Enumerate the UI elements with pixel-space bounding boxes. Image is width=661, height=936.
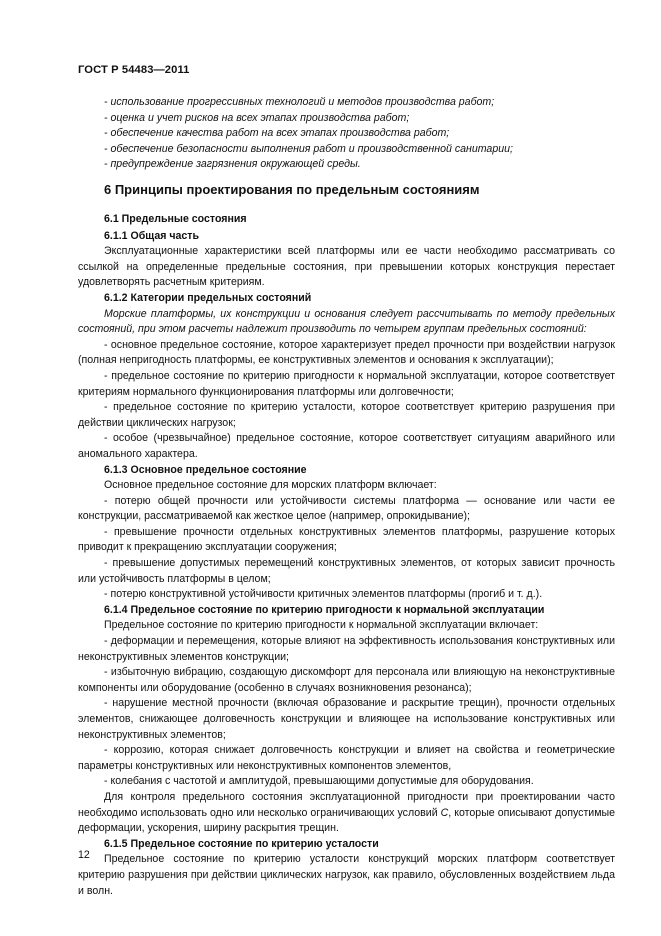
paragraph: Предельное состояние по критерию пригодности к нормальной эксплуатации включает: [104,619,539,632]
list-item: - коррозию, которая снижает долговечность конструкции и влияет на свойства и геометрические параметры конструктивных или неконструктивных компонентов элементов, [78,744,615,772]
section-6-body [78,212,615,899]
section-6-1-1-title: 6.1.1 Общая часть [104,229,200,242]
list-item: - избыточную вибрацию, создающую дискомфорт для персонала или влияющую на неконструктивные компоненты или оборудование (особенно в случаях возникновения резонанса); [78,666,615,694]
list-item: - потерю общей прочности или устойчивости системы платформа — основание или части ее конструкции, рассматриваемой как жесткое целое (например, опрокидывание); [78,494,615,523]
list-item: - основное предельное состояние, которое характеризует предел прочности при воздействии нагрузок (полная непригодность платформы, ее конструктивных элементов и основания к эксплуатации); [78,338,615,367]
list-item: - обеспечение безопасности выполнения работ и производственной санитарии; [104,142,513,155]
section-6-1-2-title: 6.1.2 Категории предельных состояний [104,291,312,304]
list-item: - потерю конструктивной устойчивости критичных элементов платформы (прогиб и т. д.). [104,588,543,601]
section-6-title: 6 Принципы проектирования по предельным состояниям [104,182,480,197]
list-item: - предельное состояние по критерию пригодности к нормальной эксплуатации, которое соответствует критериям нормального функционирования платформы или долговечности; [78,369,615,398]
list-item: - оценка и учет рисков на всех этапах производства работ; [104,111,410,124]
section-6-1-3-title: 6.1.3 Основное предельное состояние [104,463,307,476]
section-6-1-title: 6.1 Предельные состояния [104,213,247,225]
list-item: - обеспечение качества работ на всех этапах производства работ; [104,127,450,140]
list-item: - особое (чрезвычайное) предельное состояние, которое соответствует ситуациям аварийного или аномального характера. [78,432,615,460]
list-item: - колебания с частотой и амплитудой, превышающими допустимые для оборудования. [104,775,534,788]
list-item: - нарушение местной прочности (включая образование и раскрытие трещин), прочности отдельных элементов, снижающее долговечность конструкции и влияющее на использование конструктивных или неконструктивных элементов; [78,697,615,741]
intro-list [104,95,604,173]
paragraph: Основное предельное состояние для морских платформ включает: [104,479,437,492]
section-6-1-5-title: 6.1.5 Предельное состояние по критерию усталости [104,837,379,850]
list-item: - превышение допустимых перемещений конструктивных элементов, от которых зависит прочность или устойчивость платформы в целом; [78,557,615,585]
constraint-symbol: С [440,806,449,819]
paragraph: Эксплуатационные характеристики всей платформы или ее части необходимо рассматривать со ссылкой на определенные предельные состояния, при превышении которых конструкция перестает удовлетворять расчетным критериям. [78,245,615,289]
document-header: ГОСТ Р 54483—2011 [78,64,190,76]
paragraph: Предельное состояние по критерию усталости конструкций морских платформ соответствует критерию разрушения при действии циклических нагрузок, как правило, обусловленных воздействием льда и волн. [78,853,615,897]
paragraph: Морские платформы, их конструкции и основания следует рассчитывать по методу предельных состояний, при этом расчеты надлежит производить по четырем группам предельных состояний: [78,307,615,336]
page-number: 12 [78,849,90,861]
paragraph-text: , которые описывают допустимые деформации, ускорения, ширину раскрытия трещин. [78,806,616,835]
paragraph [78,790,615,837]
list-item: - использование прогрессивных технологий и методов производства работ; [104,96,495,108]
list-item: - предельное состояние по критерию усталости, которое соответствует критерию разрушения при действии циклических нагрузок; [78,401,615,429]
section-6-1-4-title: 6.1.4 Предельное состояние по критерию пригодности к нормальной эксплуатации [104,603,545,616]
paragraph-text: Для контроля предельного состояния эксплуатационной пригодности при проектировании часто необходимо использовать одно или несколько ограничивающих условий [78,790,615,819]
list-item: - превышение прочности отдельных конструктивных элементов платформы, разрушение которых приводит к прекращению эксплуатации сооружения; [78,525,615,554]
list-item: - деформации и перемещения, которые влияют на эффективность использования конструктивных или неконструктивных элементов конструкции; [78,635,615,663]
list-item: - предупреждение загрязнения окружающей среды. [104,158,361,171]
